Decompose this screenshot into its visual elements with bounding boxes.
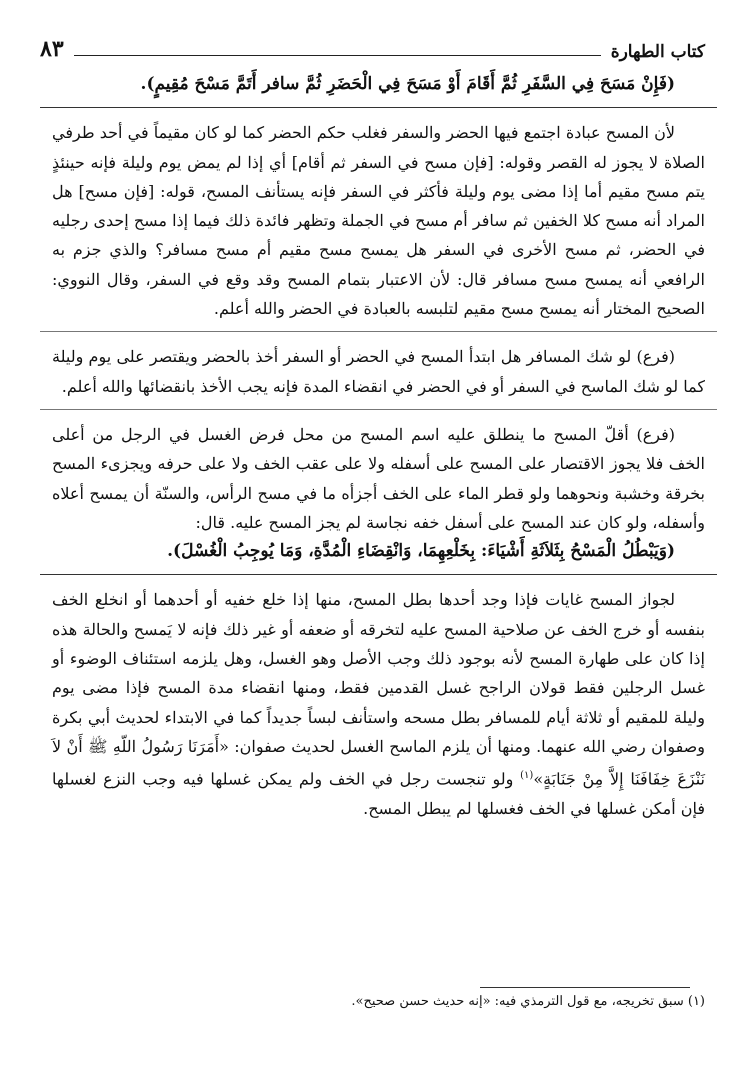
footnote-marker[interactable]: (١)	[520, 770, 534, 782]
branch-paragraph-2: (فرع) أقلّ المسح ما ينطلق عليه اسم المسح من محل فرض الغسل في الرجل من أعلى الخف فلا يجوز الاقتصار على المسح على أسفله ولا على عقب الخف ولا على حرفه ويجزىء المسح بخرقة وخشبة ونحوهما ولو قطر الماء على الخف أجزأه ما في مسح الرأس، والسنّة أن يمسح أعلاه وأسفله، ولو كان عند المسح على أسفل خفه نجاسة لم يجز المسح عليه. قال:	[52, 424, 705, 532]
section-divider	[40, 331, 717, 332]
commentary-text-end: ولو تنجست رجل في الخف ولم يمكن غسلها فيه وجب النزع لغسلها فإن أمكن غسلها في الخف فغسلها لم يبطل المسح.	[52, 769, 705, 818]
commentary-paragraph-1: لأن المسح عبادة اجتمع فيها الحضر والسفر فغلب حكم الحضر كما لو كان مقيماً في أحد طرفي الصلاة لا يجوز له القصر وقوله: [فإن مسح في السفر ثم أقام] أي إذا لم يمض يوم وليلة فإنه حينئذٍ يتم مسح مقيم أما إذا مضى يوم وليلة فأكثر في السفر فإنه يستأنف المسح، قوله: [فإن مسح] هل المراد أنه مسح كلا الخفين ثم سافر أم مسح في الجملة وتظهر فائدة ذلك فيما إذا مسح إحدى رجليه في الحضر، ثم مسح الأخرى في السفر هل يمسح مسح مقيم أم مسح مسافر؟ والذي جزم به الرافعي أنه يمسح مسح مسافر قال: لأن الاعتبار بتمام المسح وقد وقع في السفر، وقال النووي: الصحيح المختار أنه يمسح مسح مقيم لتلبسه بالعبادة في الحضر والله أعلم.	[52, 123, 706, 319]
section-divider	[40, 107, 717, 108]
commentary-text: لجواز المسح غايات فإذا وجد أحدها بطل المسح، منها إذا خلع خفيه أو أحدهما أو انخلع الخف بنفسه أو خرج الخف عن صلاحية المسح عليه لتخرقه أو ضعفه أو غير ذلك فإنه لا يَمسح والحالة هذه إذا كان على طهارة المسح لأنه بوجود ذلك وجب الأصل وهو الغسل، وهل يلزمه استئناف الوضوء أو غسل الرجلين فقط قولان الراجح غسل القدمين فقط، ومنها انقضاء مدة المسح فإذا مضى يوم وليلة للمقيم أو ثلاثة أيام للمسافر بطل مسحه واستأنف لبساً جديداً كما في الابتداء لحديث أبي بكرة وصفوان رضي الله عنهما. ومنها أن يلزم الماسح الغسل لحديث صفوان: «أَمَرَنَا رَسُولُ اللّهِ ﷺ أَنْ لاَ نَنْزَعَ خِفَافَنَا إِلاَّ مِنْ جَنَابَةٍ»	[52, 590, 705, 789]
running-header	[40, 28, 705, 62]
commentary-paragraph-2	[52, 585, 705, 823]
header-rule	[74, 55, 601, 56]
page-body	[52, 70, 705, 823]
footnote: (١) سبق تخريجه، مع قول الترمذي فيه: «إنه حديث حسن صحيح».	[351, 994, 705, 1009]
matn-text-2: (وَيَبْطُلُ الْمَسْحُ بِثَلاَثَةِ أَشْيَاءَ: بِخَلْعِهِمَا، وَانْقِضَاءِ الْمُدَّةِ، وَمَا يُوجِبُ الْغُسْلَ).	[167, 541, 675, 562]
section-divider	[40, 409, 717, 410]
book-title: كتاب الطهارة	[610, 42, 705, 62]
branch-paragraph-1: (فرع) لو شك المسافر هل ابتدأ المسح في الحضر أو السفر أخذ بالحضر ويقتصر على يوم وليلة كما لو شك الماسح في السفر أو في الحضر في انقضاء المدة فإنه يجب الأخذ بانقضائها والله أعلم.	[52, 347, 705, 396]
matn-text-1: (فَإِنْ مَسَحَ فِي السَّفَرِ ثُمَّ أَقَامَ أَوْ مَسَحَ فِي الْحَضَرِ ثُمَّ سافر أَتَمَّ مَسْحَ مُقِيمٍ).	[140, 74, 675, 94]
section-divider	[40, 574, 717, 575]
page-number: ٨٣	[40, 36, 64, 62]
footnote-rule	[480, 987, 690, 988]
